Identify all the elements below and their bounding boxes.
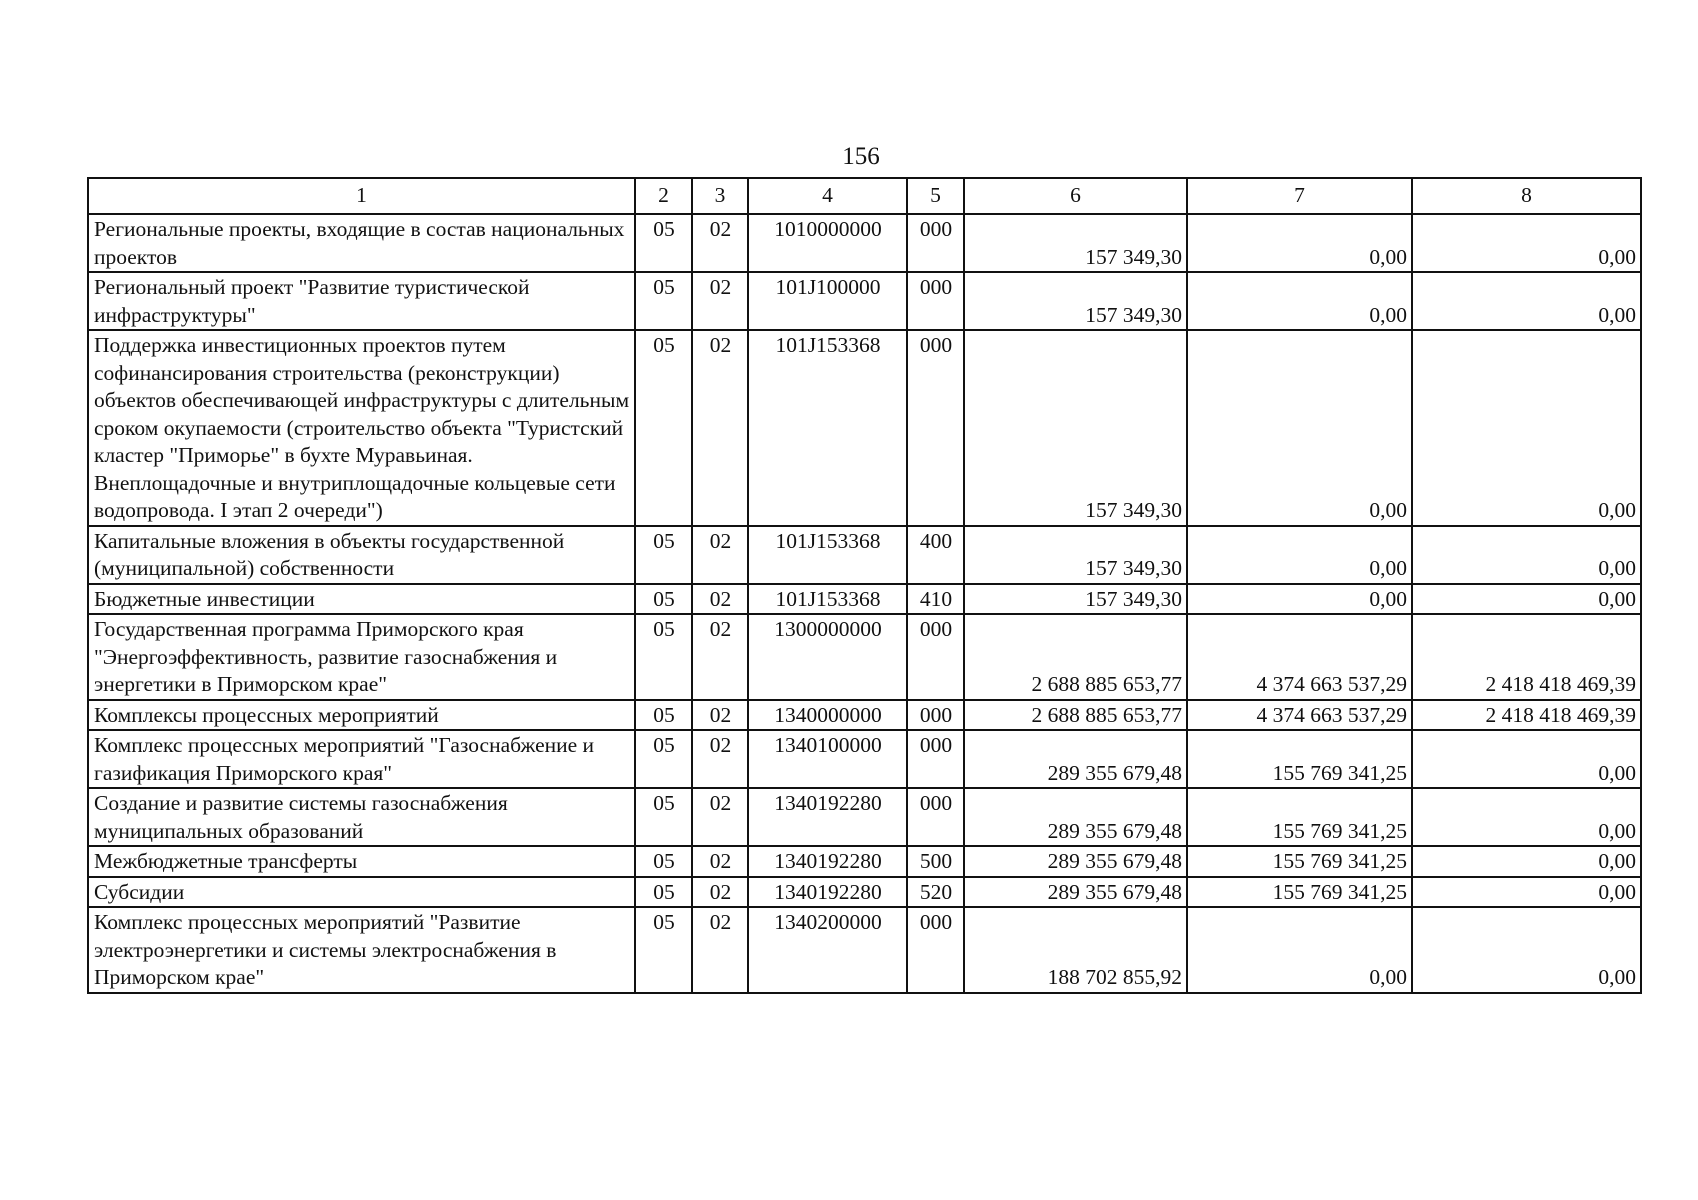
- amount-col7-cell: 0,00: [1187, 330, 1412, 526]
- row-name-cell: Государственная программа Приморского края "Энергоэффективность, развитие газоснабжения и энергетики в Приморском крае": [88, 614, 635, 700]
- section-code-cell: 05: [635, 907, 692, 993]
- column-header: 1: [88, 178, 635, 214]
- target-article-cell: 1340192280: [748, 788, 907, 846]
- table-row: [88, 700, 1641, 731]
- section-code-cell: 05: [635, 526, 692, 584]
- amount-col6-cell: 157 349,30: [964, 526, 1187, 584]
- column-header: 2: [635, 178, 692, 214]
- expense-type-cell: 500: [907, 846, 964, 877]
- amount-col8-cell: 0,00: [1412, 788, 1641, 846]
- target-article-cell: 1300000000: [748, 614, 907, 700]
- section-code-cell: 05: [635, 877, 692, 908]
- amount-col6-cell: 157 349,30: [964, 330, 1187, 526]
- amount-col6-cell: 157 349,30: [964, 214, 1187, 272]
- amount-col8-cell: 2 418 418 469,39: [1412, 614, 1641, 700]
- section-code-cell: 05: [635, 730, 692, 788]
- table-row: [88, 877, 1641, 908]
- amount-col7-cell: 4 374 663 537,29: [1187, 614, 1412, 700]
- subsection-code-cell: 02: [692, 788, 748, 846]
- amount-col6-cell: 2 688 885 653,77: [964, 614, 1187, 700]
- table-row: [88, 330, 1641, 526]
- amount-col8-cell: 0,00: [1412, 846, 1641, 877]
- amount-col6-cell: 289 355 679,48: [964, 788, 1187, 846]
- subsection-code-cell: 02: [692, 700, 748, 731]
- section-code-cell: 05: [635, 700, 692, 731]
- expense-type-cell: 520: [907, 877, 964, 908]
- table-row: [88, 272, 1641, 330]
- amount-col7-cell: 0,00: [1187, 907, 1412, 993]
- amount-col8-cell: 0,00: [1412, 330, 1641, 526]
- subsection-code-cell: 02: [692, 846, 748, 877]
- row-name-cell: Создание и развитие системы газоснабжения муниципальных образований: [88, 788, 635, 846]
- amount-col8-cell: 0,00: [1412, 526, 1641, 584]
- amount-col6-cell: 2 688 885 653,77: [964, 700, 1187, 731]
- row-name-cell: Межбюджетные трансферты: [88, 846, 635, 877]
- column-header: 3: [692, 178, 748, 214]
- amount-col6-cell: 157 349,30: [964, 584, 1187, 615]
- amount-col8-cell: 2 418 418 469,39: [1412, 700, 1641, 731]
- header-row: [88, 178, 1641, 214]
- expense-type-cell: 000: [907, 614, 964, 700]
- expense-type-cell: 000: [907, 214, 964, 272]
- target-article-cell: 1340200000: [748, 907, 907, 993]
- expense-type-cell: 400: [907, 526, 964, 584]
- column-header: 8: [1412, 178, 1641, 214]
- amount-col6-cell: 289 355 679,48: [964, 730, 1187, 788]
- subsection-code-cell: 02: [692, 330, 748, 526]
- amount-col8-cell: 0,00: [1412, 877, 1641, 908]
- amount-col6-cell: 289 355 679,48: [964, 877, 1187, 908]
- amount-col7-cell: 155 769 341,25: [1187, 788, 1412, 846]
- row-name-cell: Комплекс процессных мероприятий "Газоснабжение и газификация Приморского края": [88, 730, 635, 788]
- amount-col7-cell: 155 769 341,25: [1187, 846, 1412, 877]
- target-article-cell: 1340000000: [748, 700, 907, 731]
- amount-col8-cell: 0,00: [1412, 730, 1641, 788]
- row-name-cell: Региональные проекты, входящие в состав национальных проектов: [88, 214, 635, 272]
- column-header: 6: [964, 178, 1187, 214]
- subsection-code-cell: 02: [692, 272, 748, 330]
- target-article-cell: 1340100000: [748, 730, 907, 788]
- expense-type-cell: 000: [907, 272, 964, 330]
- amount-col7-cell: 0,00: [1187, 584, 1412, 615]
- row-name-cell: Капитальные вложения в объекты государственной (муниципальной) собственности: [88, 526, 635, 584]
- table-row: [88, 907, 1641, 993]
- amount-col7-cell: 4 374 663 537,29: [1187, 700, 1412, 731]
- amount-col8-cell: 0,00: [1412, 272, 1641, 330]
- subsection-code-cell: 02: [692, 907, 748, 993]
- amount-col7-cell: 0,00: [1187, 272, 1412, 330]
- amount-col8-cell: 0,00: [1412, 214, 1641, 272]
- table-row: [88, 846, 1641, 877]
- target-article-cell: 1010000000: [748, 214, 907, 272]
- table-row: [88, 788, 1641, 846]
- amount-col7-cell: 155 769 341,25: [1187, 730, 1412, 788]
- table-row: [88, 584, 1641, 615]
- page-number: 156: [842, 143, 880, 170]
- expense-type-cell: 000: [907, 788, 964, 846]
- column-header: 5: [907, 178, 964, 214]
- table-row: [88, 614, 1641, 700]
- target-article-cell: 101J100000: [748, 272, 907, 330]
- expense-type-cell: 000: [907, 730, 964, 788]
- section-code-cell: 05: [635, 272, 692, 330]
- amount-col7-cell: 155 769 341,25: [1187, 877, 1412, 908]
- column-header: 4: [748, 178, 907, 214]
- section-code-cell: 05: [635, 584, 692, 615]
- row-name-cell: Комплексы процессных мероприятий: [88, 700, 635, 731]
- expense-type-cell: 410: [907, 584, 964, 615]
- row-name-cell: Региональный проект "Развитие туристической инфраструктуры": [88, 272, 635, 330]
- row-name-cell: Поддержка инвестиционных проектов путем софинансирования строительства (реконструкции) объектов обеспечивающей инфраструктуры с длительным сроком окупаемости (строительство объекта "Туристский кластер "Приморье" в бухте Муравьиная. Внеплощадочные и внутриплощадочные кольцевые сети водопровода. I этап 2 очереди"): [88, 330, 635, 526]
- amount-col6-cell: 188 702 855,92: [964, 907, 1187, 993]
- table-row: [88, 526, 1641, 584]
- target-article-cell: 101J153368: [748, 526, 907, 584]
- table-row: [88, 730, 1641, 788]
- section-code-cell: 05: [635, 214, 692, 272]
- row-name-cell: Бюджетные инвестиции: [88, 584, 635, 615]
- section-code-cell: 05: [635, 330, 692, 526]
- subsection-code-cell: 02: [692, 214, 748, 272]
- row-name-cell: Субсидии: [88, 877, 635, 908]
- section-code-cell: 05: [635, 846, 692, 877]
- amount-col8-cell: 0,00: [1412, 584, 1641, 615]
- expense-type-cell: 000: [907, 330, 964, 526]
- section-code-cell: 05: [635, 614, 692, 700]
- subsection-code-cell: 02: [692, 526, 748, 584]
- expense-type-cell: 000: [907, 907, 964, 993]
- subsection-code-cell: 02: [692, 584, 748, 615]
- section-code-cell: 05: [635, 788, 692, 846]
- target-article-cell: 101J153368: [748, 330, 907, 526]
- subsection-code-cell: 02: [692, 730, 748, 788]
- amount-col7-cell: 0,00: [1187, 214, 1412, 272]
- target-article-cell: 1340192280: [748, 846, 907, 877]
- target-article-cell: 101J153368: [748, 584, 907, 615]
- amount-col6-cell: 157 349,30: [964, 272, 1187, 330]
- amount-col7-cell: 0,00: [1187, 526, 1412, 584]
- subsection-code-cell: 02: [692, 877, 748, 908]
- table-row: [88, 214, 1641, 272]
- subsection-code-cell: 02: [692, 614, 748, 700]
- amount-col6-cell: 289 355 679,48: [964, 846, 1187, 877]
- budget-table: [87, 177, 1642, 994]
- target-article-cell: 1340192280: [748, 877, 907, 908]
- row-name-cell: Комплекс процессных мероприятий "Развитие электроэнергетики и системы электроснабжения в Приморском крае": [88, 907, 635, 993]
- amount-col8-cell: 0,00: [1412, 907, 1641, 993]
- column-header: 7: [1187, 178, 1412, 214]
- expense-type-cell: 000: [907, 700, 964, 731]
